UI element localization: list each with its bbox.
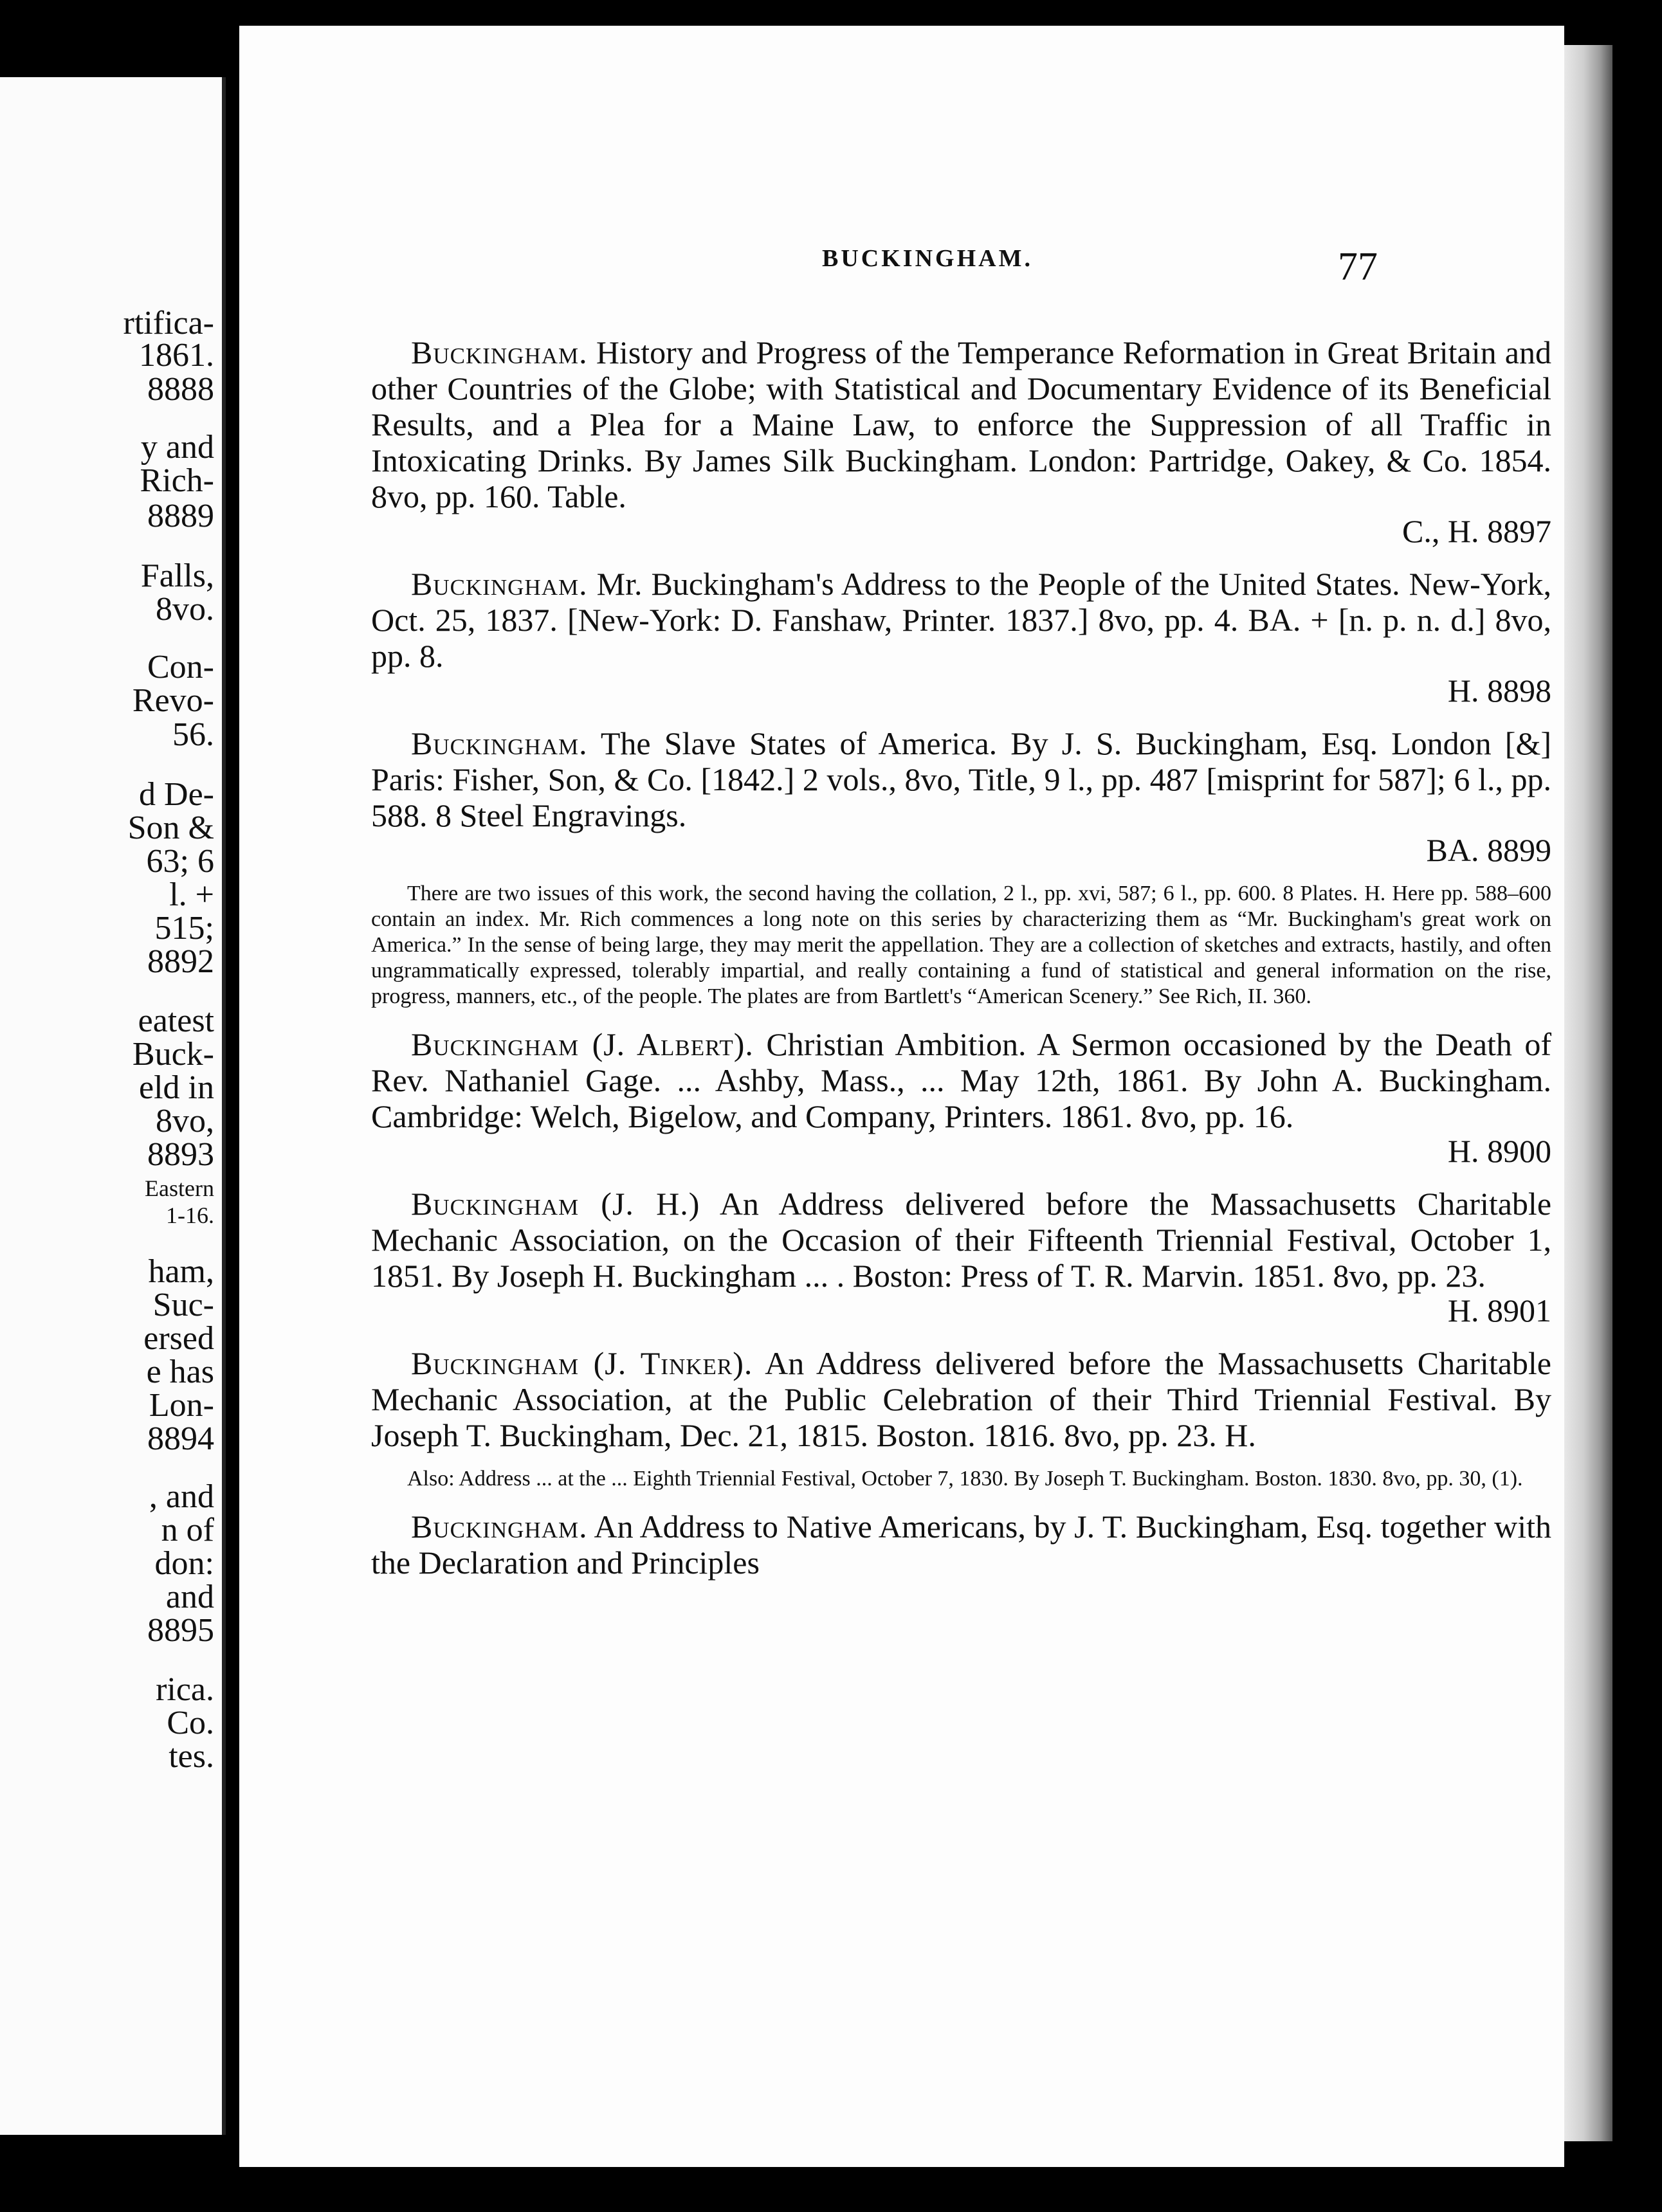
- bibliography-entry: [371, 725, 1551, 868]
- left-line: 8895: [147, 1612, 214, 1649]
- entry-heading: Buckingham.: [411, 1509, 588, 1545]
- entry-text: History and Progress of the Temperance Reformation in Great Britain and other Countries of the Globe; with Statistical and Documentary Evidence of its Beneficial Results, and a Plea for a Maine Law, to enforce the Suppression of all Traffic in Intoxicating Drinks. By James Silk Buckingham. London: Partridge, Oakey, & Co. 1854. 8vo, pp. 160. Table.: [371, 334, 1551, 514]
- left-line: 56.: [172, 716, 214, 753]
- entry-text: An Address delivered before the Massachusetts Charitable Mechanic Association, at the Public Celebration of their Third Triennial Festival. By Joseph T. Buckingham, Dec. 21, 1815. Boston. 1816. 8vo, pp. 23. H.: [371, 1345, 1551, 1453]
- left-line: Rich-: [140, 462, 214, 499]
- bibliography-entry: [371, 1186, 1551, 1328]
- left-line: Eastern: [145, 1175, 214, 1201]
- bibliography-entry: [371, 566, 1551, 709]
- entry-heading: Buckingham (J. Tinker).: [411, 1345, 753, 1381]
- bibliography-entry: [371, 334, 1551, 549]
- left-line: 1861.: [139, 337, 214, 374]
- left-line: l. +: [169, 876, 214, 913]
- entry-text: The Slave States of America. By J. S. Buckingham, Esq. London [&] Paris: Fisher, Son, & Co. [1842.] 2 vols., 8vo, Title, 9 l., pp. 487 [misprint for 587]; 6 l., pp. 588. 8 Steel Engravings.: [371, 725, 1551, 833]
- left-line: n of: [161, 1512, 214, 1548]
- left-line: 8893: [147, 1136, 214, 1173]
- entry-reference: H. 8901: [1447, 1292, 1551, 1328]
- left-line: rica.: [156, 1671, 214, 1708]
- left-line: d De-: [139, 776, 214, 813]
- left-line: eatest: [138, 1002, 214, 1039]
- left-line: 8894: [147, 1420, 214, 1457]
- left-line: 8888: [147, 371, 214, 408]
- entry-note: There are two issues of this work, the second having the collation, 2 l., pp. xvi, 587; 6 l., pp. 600. 8 Plates. H. Here pp. 588–600 contain an index. Mr. Rich commences a long note on this series by characterizing them as “Mr. Buckingham's great work on America.” In the sense of being large, they may merit the appellation. They are a collection of sketches and extracts, hastily, and often ungrammatically expressed, tolerably impartial, and really containing a fund of statistical and general information on the rise, progress, manners, etc., of the people. The plates are from Bartlett's “American Scenery.” See Rich, II. 360.: [371, 882, 1551, 1008]
- entry-text: Mr. Buckingham's Address to the People of the United States. New-York, Oct. 25, 1837. [New-York: D. Fanshaw, Printer. 1837.] 8vo, pp. 4. BA. + [n. p. n. d.] 8vo, pp. 8.: [371, 566, 1551, 674]
- left-line: Con-: [147, 649, 214, 685]
- entry-heading: Buckingham (J. Albert).: [411, 1026, 754, 1062]
- left-line: ham,: [148, 1253, 214, 1290]
- left-line: Son &: [127, 810, 214, 846]
- left-line: ersed: [143, 1320, 214, 1357]
- left-line: don:: [154, 1545, 214, 1582]
- entry-heading: Buckingham.: [411, 725, 588, 761]
- left-line: rtifica-: [123, 305, 214, 341]
- entry-note: Also: Address ... at the ... Eighth Triennial Festival, October 7, 1830. By Joseph T. Buckingham. Boston. 1830. 8vo, pp. 30, (1).: [407, 1467, 1523, 1491]
- left-line: 515;: [154, 910, 214, 947]
- left-line: 8889: [147, 498, 214, 534]
- entry-reference: H. 8900: [1447, 1133, 1551, 1169]
- left-line: eld in: [139, 1069, 214, 1106]
- bibliography-entry: [371, 1026, 1551, 1169]
- page-number: 77: [1338, 245, 1378, 289]
- left-line: 8vo.: [156, 591, 214, 628]
- left-line: y and: [140, 429, 214, 466]
- entry-reference: C., H. 8897: [1402, 513, 1551, 549]
- page-edge-shadow: [1564, 45, 1612, 2141]
- page-content: [371, 334, 1551, 1597]
- bibliography-entry: [371, 1345, 1551, 1453]
- facing-page-fragment: [0, 77, 226, 2135]
- entry-reference: BA. 8899: [1426, 832, 1551, 868]
- left-line: Co.: [167, 1705, 214, 1741]
- left-line: tes.: [169, 1738, 214, 1775]
- left-line: Lon-: [149, 1387, 214, 1424]
- left-line: , and: [149, 1478, 214, 1515]
- left-line: Suc-: [152, 1287, 214, 1323]
- entry-text: An Address to Native Americans, by J. T. Buckingham, Esq. together with the Declaration and Principles: [371, 1509, 1551, 1581]
- left-line: Buck-: [132, 1036, 214, 1073]
- entry-heading: Buckingham (J. H.): [411, 1186, 700, 1222]
- bibliography-entry: [371, 1509, 1551, 1581]
- left-line: 63; 6: [146, 843, 214, 880]
- left-line: 8892: [147, 943, 214, 980]
- running-header: BUCKINGHAM.: [822, 245, 1033, 272]
- left-line: Revo-: [132, 682, 214, 719]
- left-line: Falls,: [140, 558, 214, 594]
- entry-heading: Buckingham.: [411, 566, 588, 602]
- entry-heading: Buckingham.: [411, 334, 588, 370]
- left-line: and: [165, 1579, 214, 1615]
- left-line: 8vo,: [156, 1103, 214, 1139]
- left-line: e has: [146, 1354, 214, 1390]
- book-page: [239, 26, 1564, 2167]
- left-line: 1-16.: [166, 1202, 214, 1228]
- entry-text: Christian Ambition. A Sermon occasioned by the Death of Rev. Nathaniel Gage. ... Ashby, Mass., ... May 12th, 1861. By John A. Buckingham. Cambridge: Welch, Bigelow, and Company, Printers. 1861. 8vo, pp. 16.: [371, 1026, 1551, 1134]
- entry-reference: H. 8898: [1447, 673, 1551, 709]
- entry-text: An Address delivered before the Massachusetts Charitable Mechanic Association, on the Occasion of their Fifteenth Triennial Festival, October 1, 1851. By Joseph H. Buckingham ... . Boston: Press of T. R. Marvin. 1851. 8vo, pp. 23.: [371, 1186, 1552, 1294]
